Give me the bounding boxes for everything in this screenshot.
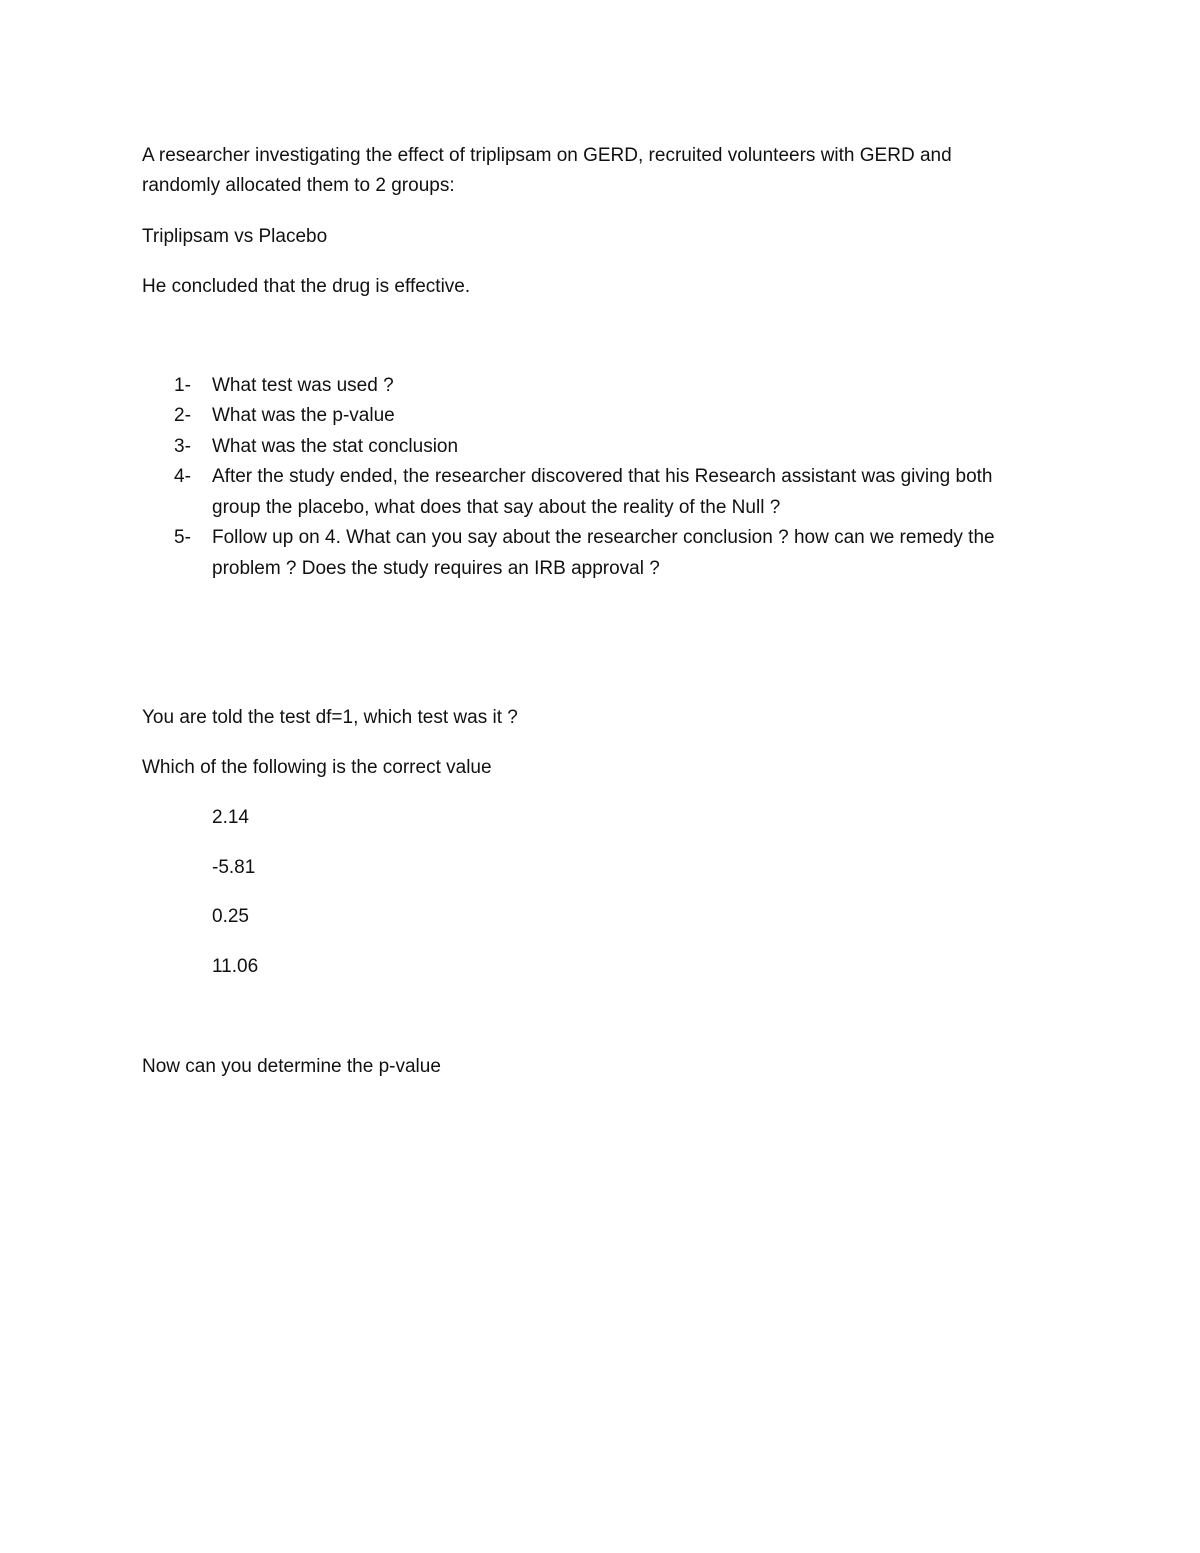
question-text: What was the stat conclusion [212,436,459,457]
groups-text: Triplipsam vs Placebo [142,226,328,247]
df-question: You are told the test df=1, which test was it ? [142,707,518,728]
question-text: After the study ended, the researcher discovered that his Research assistant was giving both [212,466,993,487]
conclusion-text: He concluded that the drug is effective. [142,276,471,297]
question-text-continued: problem ? Does the study requires an IRB approval ? [212,558,660,579]
choice-value: -5.81 [212,857,256,878]
which-value-prompt: Which of the following is the correct value [142,757,492,778]
question-number: 4- [174,466,191,487]
intro-line-2: randomly allocated them to 2 groups: [142,175,455,196]
choice-value: 0.25 [212,906,249,927]
question-text: What was the p-value [212,405,395,426]
choice-value: 2.14 [212,807,249,828]
question-number: 1- [174,375,191,396]
question-number: 2- [174,405,191,426]
intro-line-1: A researcher investigating the effect of triplipsam on GERD, recruited volunteers with GERD and [142,145,952,166]
question-text: What test was used ? [212,375,394,396]
question-number: 3- [174,436,191,457]
question-text: Follow up on 4. What can you say about the researcher conclusion ? how can we remedy the [212,527,995,548]
final-question: Now can you determine the p-value [142,1056,441,1077]
choice-value: 11.06 [212,956,259,977]
question-number: 5- [174,527,191,548]
question-text-continued: group the placebo, what does that say about the reality of the Null ? [212,497,781,518]
